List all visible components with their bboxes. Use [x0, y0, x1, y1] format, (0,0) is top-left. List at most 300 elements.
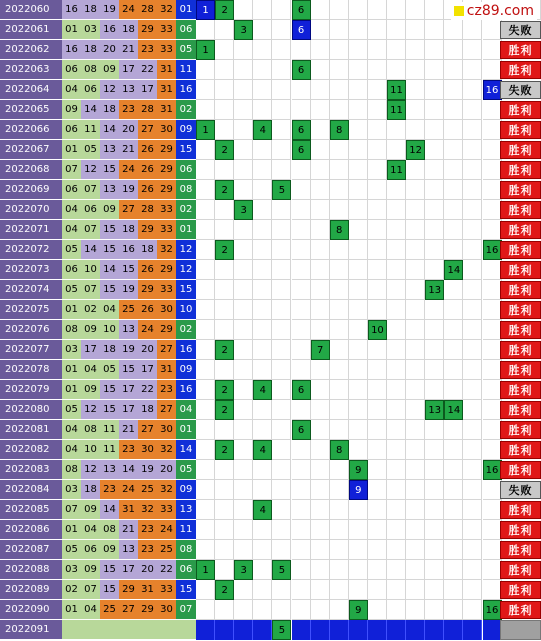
- grid-cell: [463, 320, 482, 340]
- number-cell: 01: [62, 300, 81, 320]
- grid-cell: [406, 200, 425, 220]
- special-number-cell: 16: [176, 380, 196, 400]
- grid-cell: [444, 460, 463, 480]
- grid-cell: [387, 20, 406, 40]
- grid-cell: [387, 340, 406, 360]
- grid-cell: [330, 260, 349, 280]
- footer-blue-cell: [406, 620, 425, 640]
- number-cell: 03: [62, 480, 81, 500]
- site-logo[interactable]: [451, 2, 537, 20]
- grid-cell: [253, 420, 272, 440]
- number-cell: [157, 620, 176, 640]
- number-cell: 27: [119, 200, 138, 220]
- grid-cell: [463, 520, 482, 540]
- number-cell: 30: [138, 440, 157, 460]
- period-cell: 2022080: [0, 400, 62, 420]
- grid-cell: [444, 580, 463, 600]
- period-cell: 2022088: [0, 560, 62, 580]
- number-cell: 06: [81, 200, 100, 220]
- grid-cell: [215, 420, 234, 440]
- grid-cell: [406, 0, 425, 20]
- special-number-cell: 08: [176, 180, 196, 200]
- grid-cell: [406, 580, 425, 600]
- special-number-cell: 11: [176, 60, 196, 80]
- number-cell: 13: [100, 140, 119, 160]
- grid-cell: [292, 220, 311, 240]
- footer-blue-cell: [387, 620, 406, 640]
- grid-cell: [444, 600, 463, 620]
- grid-cell: [215, 80, 234, 100]
- number-cell: 18: [100, 100, 119, 120]
- hit-cell: 14: [444, 260, 463, 280]
- number-cell: 08: [81, 60, 100, 80]
- grid-cell: [196, 20, 215, 40]
- hit-cell: 13: [425, 400, 444, 420]
- number-cell: 06: [62, 60, 81, 80]
- grid-cell: [330, 200, 349, 220]
- grid-cell: [234, 100, 253, 120]
- grid-cell: [330, 540, 349, 560]
- number-cell: 03: [62, 340, 81, 360]
- grid-cell: [234, 380, 253, 400]
- number-cell: 33: [157, 200, 176, 220]
- period-cell: 2022069: [0, 180, 62, 200]
- grid-cell: [444, 120, 463, 140]
- number-cell: 04: [62, 440, 81, 460]
- grid-cell: [425, 460, 444, 480]
- result-empty-cell: [500, 620, 541, 640]
- grid-cell: [463, 140, 482, 160]
- number-cell: 07: [81, 280, 100, 300]
- special-number-cell: 15: [176, 580, 196, 600]
- grid-cell: [463, 100, 482, 120]
- number-cell: 14: [100, 500, 119, 520]
- grid-cell: [425, 540, 444, 560]
- grid-cell: [444, 440, 463, 460]
- grid-cell: [406, 100, 425, 120]
- grid-cell: [253, 400, 272, 420]
- grid-cell: [234, 540, 253, 560]
- number-cell: [81, 620, 100, 640]
- number-cell: 17: [119, 400, 138, 420]
- number-cell: 04: [62, 420, 81, 440]
- grid-cell: [215, 460, 234, 480]
- number-cell: 04: [62, 80, 81, 100]
- special-number-cell: 12: [176, 260, 196, 280]
- special-number-cell: 10: [176, 300, 196, 320]
- number-cell: 13: [119, 80, 138, 100]
- grid-cell: [292, 540, 311, 560]
- grid-cell: [349, 140, 368, 160]
- number-cell: 29: [138, 280, 157, 300]
- grid-cell: [463, 360, 482, 380]
- grid-cell: [234, 80, 253, 100]
- grid-cell: [483, 120, 502, 140]
- grid-cell: [387, 580, 406, 600]
- result-win-badge: 胜利: [500, 361, 541, 379]
- number-cell: 20: [138, 560, 157, 580]
- grid-cell: [349, 0, 368, 20]
- grid-cell: [349, 540, 368, 560]
- grid-cell: [463, 500, 482, 520]
- grid-cell: [483, 540, 502, 560]
- hit-cell: 10: [368, 320, 387, 340]
- number-cell: 20: [100, 40, 119, 60]
- grid-cell: [311, 380, 330, 400]
- period-cell: 2022066: [0, 120, 62, 140]
- grid-cell: [234, 320, 253, 340]
- result-win-badge: 胜利: [500, 141, 541, 159]
- grid-cell: [444, 380, 463, 400]
- grid-cell: [330, 560, 349, 580]
- grid-cell: [330, 240, 349, 260]
- grid-cell: [368, 280, 387, 300]
- result-win-badge: 胜利: [500, 421, 541, 439]
- grid-cell: [196, 200, 215, 220]
- number-cell: 23: [157, 380, 176, 400]
- grid-cell: [234, 440, 253, 460]
- footer-blue-cell: [330, 620, 349, 640]
- grid-cell: [272, 400, 291, 420]
- grid-cell: [330, 60, 349, 80]
- period-cell: 2022070: [0, 200, 62, 220]
- hit-cell: 1: [196, 0, 215, 20]
- grid-cell: [444, 520, 463, 540]
- grid-cell: [272, 140, 291, 160]
- hit-cell: 4: [253, 440, 272, 460]
- grid-cell: [349, 240, 368, 260]
- number-cell: 30: [157, 300, 176, 320]
- number-cell: 32: [138, 500, 157, 520]
- grid-cell: [196, 540, 215, 560]
- grid-cell: [253, 580, 272, 600]
- grid-cell: [463, 80, 482, 100]
- result-win-badge: 胜利: [500, 241, 541, 259]
- hit-cell: 1: [196, 560, 215, 580]
- number-cell: 10: [100, 320, 119, 340]
- grid-cell: [483, 20, 502, 40]
- number-cell: 11: [81, 120, 100, 140]
- grid-cell: [272, 120, 291, 140]
- grid-cell: [387, 360, 406, 380]
- special-number-cell: 14: [176, 440, 196, 460]
- number-cell: [119, 620, 138, 640]
- period-cell: 2022072: [0, 240, 62, 260]
- grid-cell: [215, 480, 234, 500]
- hit-cell: 11: [387, 80, 406, 100]
- grid-cell: [311, 580, 330, 600]
- grid-cell: [311, 560, 330, 580]
- grid-cell: [349, 380, 368, 400]
- grid-cell: [406, 440, 425, 460]
- hit-cell: 3: [234, 20, 253, 40]
- grid-cell: [444, 420, 463, 440]
- period-cell: 2022089: [0, 580, 62, 600]
- result-win-badge: 胜利: [500, 401, 541, 419]
- grid-cell: [330, 480, 349, 500]
- grid-cell: [406, 240, 425, 260]
- grid-cell: [483, 200, 502, 220]
- period-cell: 2022082: [0, 440, 62, 460]
- grid-cell: [311, 400, 330, 420]
- grid-cell: [368, 400, 387, 420]
- number-cell: 21: [119, 40, 138, 60]
- grid-cell: [406, 540, 425, 560]
- grid-cell: [234, 520, 253, 540]
- grid-cell: [292, 560, 311, 580]
- special-number-cell: 13: [176, 500, 196, 520]
- hit-cell: 9: [349, 460, 368, 480]
- hit-cell: 9: [349, 480, 368, 500]
- grid-cell: [387, 600, 406, 620]
- grid-cell: [311, 80, 330, 100]
- number-cell: 21: [119, 420, 138, 440]
- number-cell: 29: [138, 600, 157, 620]
- number-cell: 33: [157, 40, 176, 60]
- result-lose-badge: 失败: [500, 81, 541, 99]
- grid-cell: [406, 400, 425, 420]
- grid-cell: [349, 560, 368, 580]
- grid-cell: [483, 360, 502, 380]
- grid-cell: [292, 440, 311, 460]
- number-cell: 15: [119, 360, 138, 380]
- grid-cell: [387, 400, 406, 420]
- number-cell: 08: [81, 420, 100, 440]
- grid-cell: [349, 100, 368, 120]
- grid-cell: [234, 0, 253, 20]
- number-cell: 16: [62, 0, 81, 20]
- grid-cell: [483, 280, 502, 300]
- grid-cell: [387, 60, 406, 80]
- grid-cell: [234, 140, 253, 160]
- grid-cell: [406, 80, 425, 100]
- number-cell: 24: [119, 480, 138, 500]
- grid-cell: [425, 380, 444, 400]
- grid-cell: [368, 0, 387, 20]
- number-cell: 14: [81, 240, 100, 260]
- grid-cell: [425, 80, 444, 100]
- number-cell: 15: [119, 260, 138, 280]
- hit-cell: 6: [292, 420, 311, 440]
- grid-cell: [444, 60, 463, 80]
- number-cell: 29: [157, 320, 176, 340]
- grid-cell: [406, 180, 425, 200]
- number-cell: 12: [81, 460, 100, 480]
- number-cell: 20: [119, 120, 138, 140]
- grid-cell: [444, 340, 463, 360]
- special-number-cell: 11: [176, 520, 196, 540]
- grid-cell: [425, 200, 444, 220]
- grid-cell: [292, 580, 311, 600]
- special-number-cell: 08: [176, 540, 196, 560]
- grid-cell: [272, 280, 291, 300]
- number-cell: 13: [119, 540, 138, 560]
- footer-blue-cell: [292, 620, 311, 640]
- result-win-badge: 胜利: [500, 221, 541, 239]
- grid-cell: [406, 320, 425, 340]
- grid-cell: [272, 500, 291, 520]
- grid-cell: [387, 0, 406, 20]
- hit-cell: 13: [425, 280, 444, 300]
- yellow-square-icon: [454, 6, 464, 16]
- result-win-badge: 胜利: [500, 461, 541, 479]
- grid-cell: [253, 360, 272, 380]
- grid-cell: [253, 280, 272, 300]
- grid-cell: [330, 360, 349, 380]
- grid-cell: [463, 420, 482, 440]
- period-cell: 2022091: [0, 620, 62, 640]
- grid-cell: [349, 280, 368, 300]
- hit-cell: 3: [234, 200, 253, 220]
- grid-cell: [425, 180, 444, 200]
- number-cell: 22: [138, 60, 157, 80]
- grid-cell: [368, 40, 387, 60]
- grid-cell: [253, 100, 272, 120]
- grid-cell: [406, 560, 425, 580]
- grid-cell: [483, 420, 502, 440]
- number-cell: 06: [81, 540, 100, 560]
- grid-cell: [425, 520, 444, 540]
- grid-cell: [272, 360, 291, 380]
- grid-cell: [234, 60, 253, 80]
- grid-cell: [425, 560, 444, 580]
- grid-cell: [444, 220, 463, 240]
- number-cell: 25: [100, 600, 119, 620]
- grid-cell: [444, 500, 463, 520]
- grid-cell: [330, 20, 349, 40]
- grid-cell: [215, 360, 234, 380]
- number-cell: 12: [81, 160, 100, 180]
- number-cell: 18: [138, 400, 157, 420]
- grid-cell: [196, 480, 215, 500]
- number-cell: 26: [138, 140, 157, 160]
- grid-cell: [292, 600, 311, 620]
- hit-cell: 16: [483, 240, 502, 260]
- number-cell: 31: [119, 500, 138, 520]
- grid-cell: [483, 180, 502, 200]
- grid-cell: [311, 540, 330, 560]
- number-cell: 18: [119, 220, 138, 240]
- grid-cell: [387, 280, 406, 300]
- number-cell: 27: [119, 600, 138, 620]
- grid-cell: [311, 260, 330, 280]
- grid-cell: [234, 580, 253, 600]
- result-win-badge: 胜利: [500, 301, 541, 319]
- hit-cell: 2: [215, 380, 234, 400]
- grid-cell: [311, 160, 330, 180]
- grid-cell: [292, 320, 311, 340]
- special-number-cell: 05: [176, 460, 196, 480]
- grid-cell: [444, 280, 463, 300]
- number-cell: 33: [157, 220, 176, 240]
- special-number-cell: 15: [176, 140, 196, 160]
- grid-cell: [387, 220, 406, 240]
- number-cell: 32: [157, 480, 176, 500]
- number-cell: 31: [157, 80, 176, 100]
- grid-cell: [292, 360, 311, 380]
- number-cell: 23: [138, 40, 157, 60]
- grid-cell: [272, 440, 291, 460]
- grid-cell: [406, 260, 425, 280]
- grid-cell: [349, 200, 368, 220]
- number-cell: 18: [119, 20, 138, 40]
- grid-cell: [387, 500, 406, 520]
- number-cell: 09: [100, 200, 119, 220]
- grid-cell: [406, 480, 425, 500]
- grid-cell: [463, 560, 482, 580]
- grid-cell: [253, 340, 272, 360]
- hit-cell: 11: [387, 100, 406, 120]
- grid-cell: [196, 420, 215, 440]
- number-cell: 14: [119, 460, 138, 480]
- grid-cell: [425, 240, 444, 260]
- grid-cell: [425, 260, 444, 280]
- grid-cell: [311, 140, 330, 160]
- grid-cell: [292, 460, 311, 480]
- grid-cell: [253, 320, 272, 340]
- number-cell: 01: [62, 520, 81, 540]
- number-cell: 30: [157, 120, 176, 140]
- hit-cell: 6: [292, 380, 311, 400]
- result-win-badge: 胜利: [500, 581, 541, 599]
- number-cell: 25: [138, 480, 157, 500]
- grid-cell: [425, 480, 444, 500]
- grid-cell: [272, 80, 291, 100]
- hit-cell: 16: [483, 600, 502, 620]
- grid-cell: [272, 540, 291, 560]
- grid-cell: [368, 500, 387, 520]
- hit-cell: 2: [215, 580, 234, 600]
- grid-cell: [330, 380, 349, 400]
- grid-cell: [330, 580, 349, 600]
- hit-cell: 16: [483, 460, 502, 480]
- grid-cell: [253, 60, 272, 80]
- special-number-cell: 01: [176, 420, 196, 440]
- grid-cell: [253, 540, 272, 560]
- special-number-cell: 09: [176, 120, 196, 140]
- number-cell: 18: [81, 480, 100, 500]
- number-cell: 24: [119, 0, 138, 20]
- grid-cell: [387, 480, 406, 500]
- grid-cell: [311, 420, 330, 440]
- grid-cell: [463, 280, 482, 300]
- number-cell: 08: [100, 520, 119, 540]
- grid-cell: [483, 160, 502, 180]
- special-number-cell: 09: [176, 480, 196, 500]
- number-cell: 06: [62, 260, 81, 280]
- grid-cell: [330, 600, 349, 620]
- grid-cell: [349, 260, 368, 280]
- grid-cell: [272, 320, 291, 340]
- number-cell: 31: [157, 360, 176, 380]
- number-cell: [138, 620, 157, 640]
- number-cell: 28: [138, 200, 157, 220]
- grid-cell: [368, 540, 387, 560]
- grid-cell: [272, 300, 291, 320]
- special-number-cell: 06: [176, 160, 196, 180]
- number-cell: 09: [81, 380, 100, 400]
- result-win-badge: 胜利: [500, 181, 541, 199]
- hit-cell: 7: [311, 340, 330, 360]
- number-cell: 29: [157, 160, 176, 180]
- grid-cell: [463, 340, 482, 360]
- number-cell: 03: [81, 20, 100, 40]
- grid-cell: [368, 180, 387, 200]
- grid-cell: [349, 300, 368, 320]
- grid-cell: [272, 340, 291, 360]
- grid-cell: [483, 560, 502, 580]
- hit-cell: 16: [483, 80, 502, 100]
